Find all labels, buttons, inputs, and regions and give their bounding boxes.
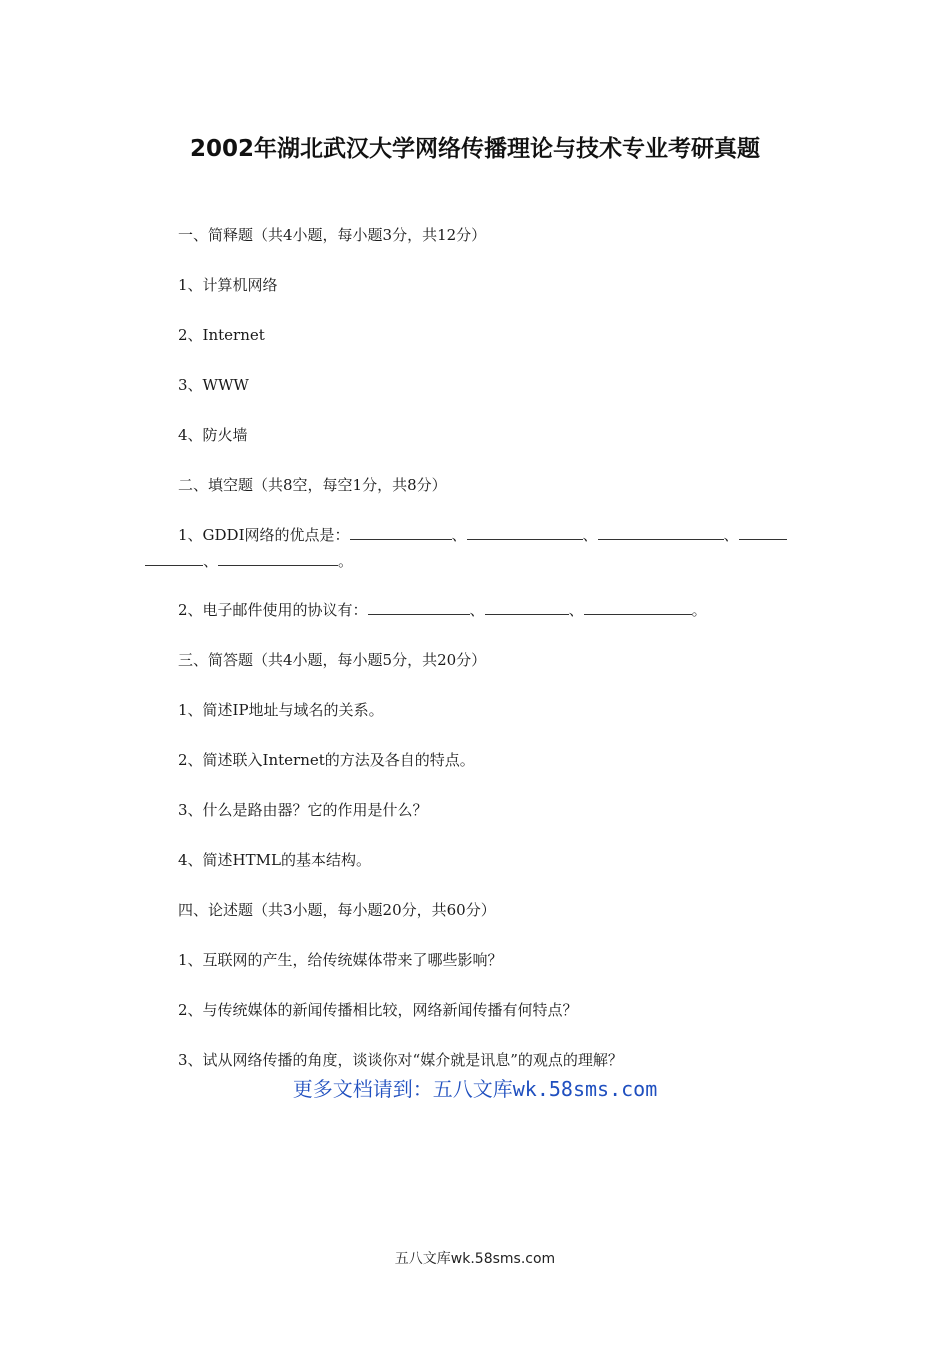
fill-blank-question-1 [178, 525, 787, 545]
separator: 、 [723, 526, 739, 544]
answer-blank [218, 551, 338, 566]
list-item: 1、简述IP地址与域名的关系。 [178, 701, 384, 719]
section-heading-2: 二、填空题（共8空，每空1分，共8分） [178, 476, 447, 494]
answer-blank [739, 525, 787, 540]
answer-blank [584, 600, 692, 615]
separator: 、 [582, 526, 598, 544]
page-footer: 五八文库wk.58sms.com [394, 1251, 556, 1267]
answer-blank [467, 525, 583, 540]
end-mark: 。 [691, 601, 707, 619]
page-title: 2002年湖北武汉大学网络传播理论与技术专业考研真题 [189, 136, 760, 162]
section-heading-3: 三、简答题（共4小题，每小题5分，共20分） [178, 651, 487, 669]
list-item: 3、试从网络传播的角度，谈谈你对“媒介就是讯息”的观点的理解？ [178, 1051, 623, 1069]
answer-blank [350, 525, 452, 540]
separator: 、 [203, 552, 219, 570]
answer-blank [145, 551, 203, 566]
list-item: 3、WWW [178, 376, 249, 394]
section-heading-1: 一、简释题（共4小题，每小题3分，共12分） [178, 226, 487, 244]
list-item: 2、与传统媒体的新闻传播相比较，网络新闻传播有何特点？ [178, 1001, 578, 1019]
fill-blank-question-1-continued [145, 551, 353, 571]
answer-blank [485, 600, 569, 615]
list-item: 2、简述联入Internet的方法及各自的特点。 [178, 751, 475, 769]
end-mark: 。 [338, 552, 354, 570]
question-prefix: 1、GDDI网络的优点是： [178, 526, 350, 544]
list-item: 2、Internet [178, 326, 265, 344]
list-item: 1、互联网的产生，给传统媒体带来了哪些影响？ [178, 951, 503, 969]
separator: 、 [568, 601, 584, 619]
answer-blank [598, 525, 724, 540]
promo-link[interactable]: 更多文档请到：五八文库wk.58sms.com [292, 1077, 658, 1101]
list-item: 1、计算机网络 [178, 276, 278, 294]
fill-blank-question-2 [178, 600, 707, 620]
list-item: 3、什么是路由器？它的作用是什么？ [178, 801, 428, 819]
question-prefix: 2、电子邮件使用的协议有： [178, 601, 368, 619]
list-item: 4、防火墙 [178, 426, 248, 444]
separator: 、 [469, 601, 485, 619]
section-heading-4: 四、论述题（共3小题，每小题20分，共60分） [178, 901, 496, 919]
separator: 、 [451, 526, 467, 544]
answer-blank [368, 600, 470, 615]
list-item: 4、简述HTML的基本结构。 [178, 851, 371, 869]
